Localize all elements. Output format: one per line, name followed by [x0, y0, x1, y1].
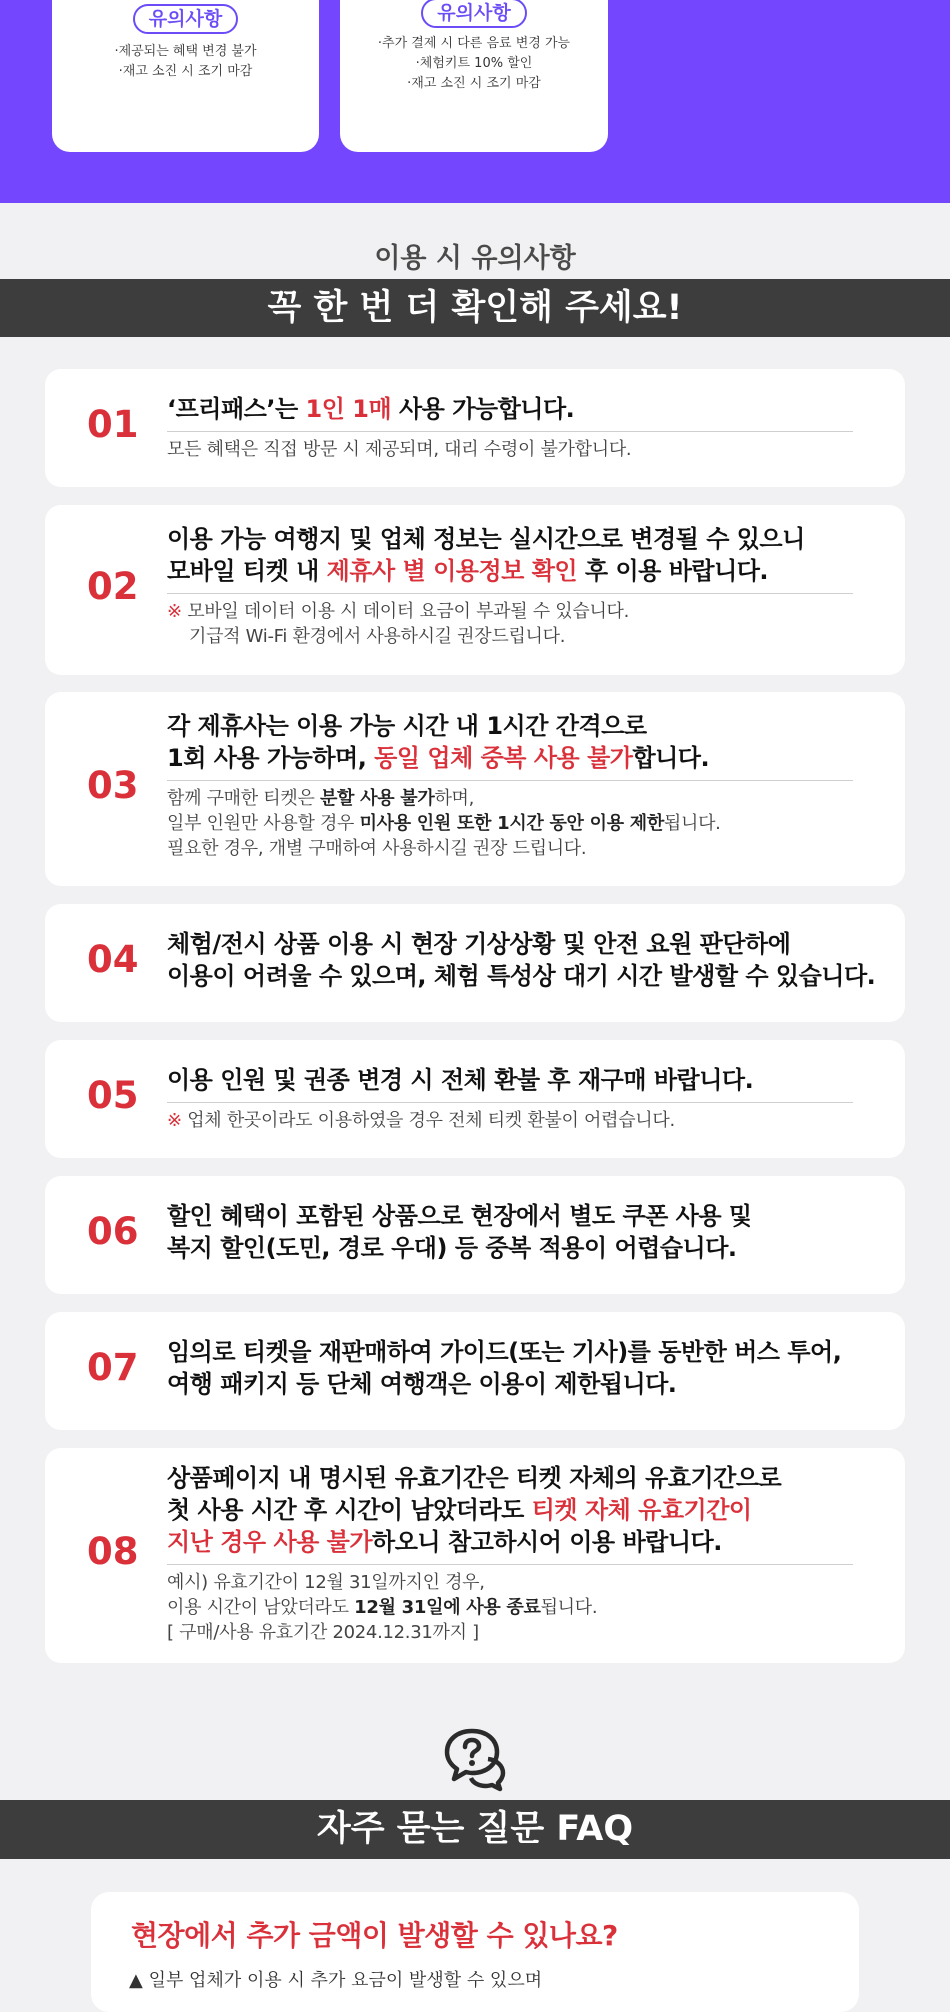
benefit-card-notes	[340, 34, 608, 94]
note-line: ·추가 결제 시 다른 음료 변경 가능	[377, 36, 571, 51]
faq-item[interactable]	[91, 1892, 859, 2012]
notice-section-subtitle: 이용 시 유의사항	[374, 243, 576, 274]
divider	[167, 431, 853, 432]
divider	[167, 593, 853, 594]
notice-card-06	[45, 1176, 905, 1294]
notice-number: 03	[87, 764, 139, 807]
notice-number: 05	[87, 1074, 139, 1117]
notice-main-text: 이용 인원 및 권종 변경 시 전체 환불 후 재구매 바랍니다.	[167, 1066, 754, 1094]
notice-main-text: 이용 가능 여행지 및 업체 정보는 실시간으로 변경될 수 있으니 모바일 티켓 내 제휴사 별 이용정보 확인 후 이용 바랍니다.	[167, 525, 805, 585]
notice-card-01	[45, 369, 905, 487]
notice-sub-text: 모든 혜택은 직접 방문 시 제공되며, 대리 수령이 불가합니다.	[167, 439, 632, 460]
faq-question[interactable]: 현장에서 추가 금액이 발생할 수 있나요?	[131, 1919, 618, 1952]
notice-sub-text: ※ 모바일 데이터 이용 시 데이터 요금이 부과될 수 있습니다. 기급적 Wi-Fi 환경에서 사용하시길 권장드립니다.	[167, 601, 630, 647]
notice-main-text: ‘프리패스’는 1인 1매 사용 가능합니다.	[167, 395, 575, 423]
notice-number: 04	[87, 938, 139, 981]
notice-main-text: 임의로 티켓을 재판매하여 가이드(또는 기사)를 동반한 버스 투어, 여행 패키지 등 단체 여행객은 이용이 제한됩니다.	[167, 1338, 842, 1398]
faq-banner: 자주 묻는 질문 FAQ	[0, 1800, 950, 1859]
notice-sub-text: ※ 업체 한곳이라도 이용하였을 경우 전체 티켓 환불이 어렵습니다.	[167, 1110, 675, 1131]
question-bubbles-icon	[442, 1725, 508, 1791]
benefit-card-notes	[52, 42, 319, 82]
notice-sub-text: 함께 구매한 티켓은 분할 사용 불가하며, 일부 인원만 사용할 경우 미사용 인원 또한 1시간 동안 이용 제한됩니다. 필요한 경우, 개별 구매하여 사용하시길 권장 드립니다.	[167, 788, 721, 859]
notice-main-text: 할인 혜택이 포함된 상품으로 현장에서 별도 쿠폰 사용 및 복지 할인(도민, 경로 우대) 등 중복 적용이 어렵습니다.	[167, 1202, 752, 1262]
note-line: ·재고 소진 시 조기 마감	[407, 76, 541, 91]
notice-card-03	[45, 692, 905, 886]
notice-badge: 유의사항	[133, 4, 238, 34]
notice-card-07	[45, 1312, 905, 1430]
divider	[167, 1564, 853, 1565]
notice-number: 01	[87, 403, 139, 446]
notice-card-05	[45, 1040, 905, 1158]
notice-number: 06	[87, 1210, 139, 1253]
notice-section-banner: 꼭 한 번 더 확인해 주세요!	[0, 279, 950, 337]
notice-number: 07	[87, 1346, 139, 1389]
benefit-card-2	[340, 0, 608, 152]
notice-sub-text: 예시) 유효기간이 12월 31일까지인 경우, 이용 시간이 남았더라도 12월 31일에 사용 종료됩니다. [ 구매/사용 유효기간 2024.12.31까지 ]	[167, 1572, 598, 1643]
notice-card-08	[45, 1448, 905, 1663]
notice-number: 02	[87, 565, 139, 608]
divider	[167, 1102, 853, 1103]
notice-card-02	[45, 505, 905, 675]
note-line: ·재고 소진 시 조기 마감	[118, 64, 253, 79]
notice-main-text: 각 제휴사는 이용 가능 시간 내 1시간 간격으로 1회 사용 가능하며, 동일 업체 중복 사용 불가합니다.	[167, 712, 710, 772]
benefit-card-1	[52, 0, 319, 152]
note-line: ·제공되는 혜택 변경 불가	[114, 44, 257, 59]
divider	[167, 780, 853, 781]
notice-number: 08	[87, 1530, 139, 1573]
notice-card-04	[45, 904, 905, 1022]
faq-answer: ▲ 일부 업체가 이용 시 추가 요금이 발생할 수 있으며	[129, 1970, 543, 1991]
notice-main-text: 상품페이지 내 명시된 유효기간은 티켓 자체의 유효기간으로 첫 사용 시간 후 시간이 남았더라도 티켓 자체 유효기간이 지난 경우 사용 불가하오니 참고하시어 이용 바랍니다.	[167, 1464, 782, 1556]
note-line: ·체험키트 10% 할인	[415, 56, 533, 71]
notice-badge: 유의사항	[421, 0, 526, 28]
notice-main-text: 체험/전시 상품 이용 시 현장 기상상황 및 안전 요원 판단하에 이용이 어려울 수 있으며, 체험 특성상 대기 시간 발생할 수 있습니다.	[167, 930, 876, 990]
